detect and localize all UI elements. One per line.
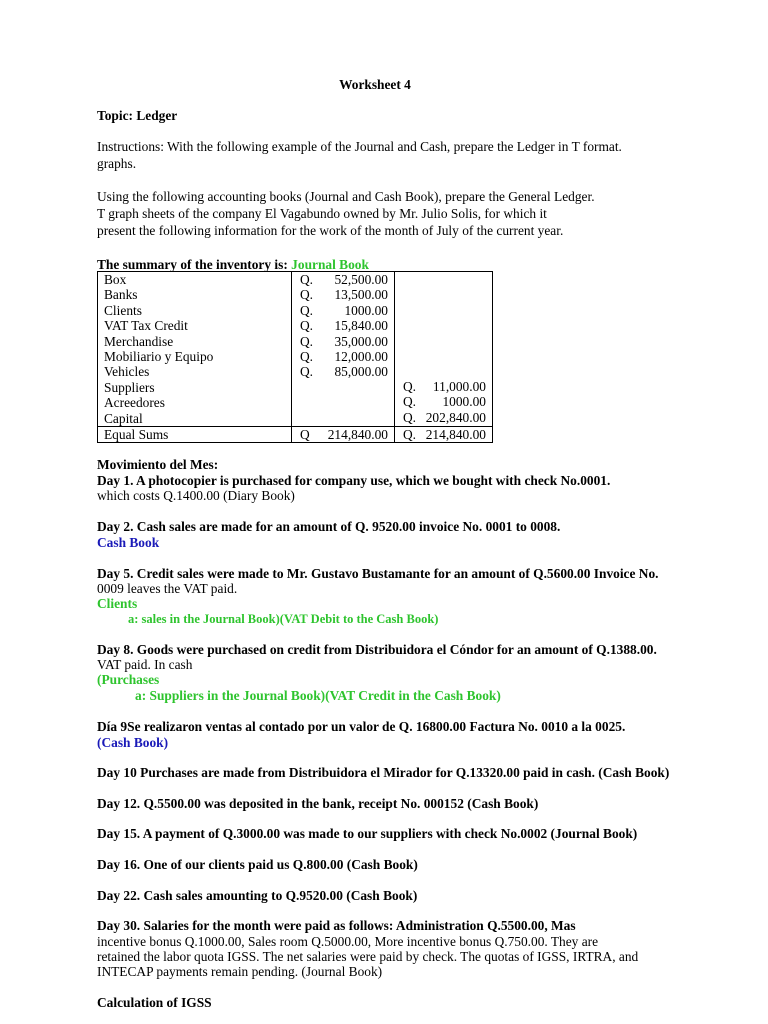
day1-line-1: Day 1. A photocopier is purchased for company use, which we bought with check No.0001.	[97, 473, 611, 488]
day8-account-label: (Purchases	[97, 672, 160, 687]
intro-line-2: T graph sheets of the company El Vagabundo owned by Mr. Julio Solis, for which it	[97, 206, 547, 221]
currency-symbol: Q.	[300, 272, 314, 287]
account-label: Vehicles	[104, 364, 150, 380]
currency-symbol: Q.	[300, 287, 314, 303]
account-label: Capital	[104, 410, 143, 426]
account-label: VAT Tax Credit	[104, 318, 188, 334]
day10-line: Day 10 Purchases are made from Distribuidora el Mirador for Q.13320.00 paid in cash. (Cash Book)	[97, 765, 670, 780]
debit-amount: 15,840.00	[334, 318, 388, 334]
day30-line-2: incentive bonus Q.1000.00, Sales room Q.5000.00, More incentive bonus Q.750.00. They are	[97, 934, 599, 949]
debit-amount: 12,000.00	[334, 349, 388, 365]
debit-amount: 13,500.00	[334, 287, 388, 303]
debit-spacer	[298, 380, 388, 426]
currency-symbol: Q.	[300, 349, 314, 365]
day30-line-4: INTECAP payments remain pending. (Journal Book)	[97, 964, 383, 979]
inventory-credit-cell	[395, 272, 493, 427]
credit-amount: 202,840.00	[425, 409, 486, 425]
debit-line	[298, 349, 388, 364]
credit-line	[401, 379, 486, 394]
day12-line: Day 12. Q.5500.00 was deposited in the bank, receipt No. 000152 (Cash Book)	[97, 796, 539, 811]
movements-heading: Movimiento del Mes:	[97, 457, 219, 472]
total-debit-cell	[292, 427, 395, 443]
account-label: Mobiliario y Equipo	[104, 349, 214, 365]
currency-symbol: Q.	[403, 379, 417, 394]
debit-line	[298, 272, 388, 287]
credit-line	[401, 394, 486, 409]
instructions-line-2: graphs.	[97, 156, 137, 171]
debit-line	[298, 318, 388, 333]
inventory-table	[97, 271, 493, 443]
total-label: Equal Sums	[98, 427, 292, 443]
day1-line-2: which costs Q.1400.00 (Diary Book)	[97, 488, 295, 503]
credit-amount: 1000.00	[442, 394, 486, 410]
day2-book-label: Cash Book	[97, 535, 160, 550]
debit-line	[298, 334, 388, 349]
inventory-heading-text: The summary of the inventory is:	[97, 257, 288, 272]
account-label: Acreedores	[104, 395, 165, 411]
day8-line-1: Day 8. Goods were purchased on credit from Distribuidora el Cóndor for an amount of Q.1388.00.	[97, 642, 657, 657]
currency-symbol: Q.	[403, 427, 417, 443]
page-title: Worksheet 4	[339, 77, 411, 92]
inventory-debit-cell	[292, 272, 395, 427]
day9-line-1: Día 9Se realizaron ventas al contado por un valor de Q. 16800.00 Factura No. 0010 a la 0025.	[97, 719, 626, 734]
credit-line	[401, 410, 486, 425]
currency-symbol: Q.	[300, 302, 314, 318]
instructions-line-1: Instructions: With the following example of the Journal and Cash, prepare the Ledger in T format.	[97, 139, 622, 154]
account-label: Suppliers	[104, 379, 155, 395]
currency-symbol: Q.	[403, 394, 417, 410]
day9-book-label: (Cash Book)	[97, 735, 169, 750]
total-debit-amount: 214,840.00	[327, 427, 388, 443]
inventory-book-label: Journal Book	[291, 257, 369, 272]
total-debit-line	[298, 427, 388, 442]
inventory-accounts-cell	[98, 272, 292, 427]
day15-line: Day 15. A payment of Q.3000.00 was made to our suppliers with check No.0002 (Journal Book)	[97, 826, 638, 841]
day30-line-1: Day 30. Salaries for the month were paid as follows: Administration Q.5500.00, Mas	[97, 918, 576, 933]
day5-account-label: Clients	[97, 596, 138, 611]
debit-amount: 52,500.00	[334, 272, 388, 287]
day5-line-2: 0009 leaves the VAT paid.	[97, 581, 238, 596]
calc-heading: Calculation of IGSS	[97, 995, 212, 1010]
account-label: Clients	[104, 302, 142, 318]
day5-note: a: sales in the Journal Book)(VAT Debit to the Cash Book)	[128, 612, 439, 626]
day30-line-3: retained the labor quota IGSS. The net salaries were paid by check. The quotas of IGSS, IRTRA, and	[97, 949, 639, 964]
currency-symbol: Q	[300, 427, 310, 443]
account-label: Box	[104, 272, 127, 287]
credit-amount: 11,000.00	[432, 379, 486, 394]
debit-line	[298, 287, 388, 302]
day2-line-1: Day 2. Cash sales are made for an amount of Q. 9520.00 invoice No. 0001 to 0008.	[97, 519, 561, 534]
inventory-body-row	[98, 272, 493, 427]
currency-symbol: Q.	[300, 364, 314, 380]
debit-amount: 35,000.00	[334, 333, 388, 349]
total-credit-cell	[395, 427, 493, 443]
total-credit-amount: 214,840.00	[425, 427, 486, 443]
inventory-total-row	[98, 427, 493, 443]
day16-line: Day 16. One of our clients paid us Q.800.00 (Cash Book)	[97, 857, 418, 872]
account-label: Banks	[104, 287, 138, 303]
intro-line-1: Using the following accounting books (Journal and Cash Book), prepare the General Ledger.	[97, 189, 595, 204]
currency-symbol: Q.	[300, 318, 314, 334]
total-credit-line	[401, 427, 486, 442]
credit-spacer	[401, 272, 486, 379]
debit-amount: 1000.00	[344, 302, 388, 318]
account-label: Merchandise	[104, 333, 174, 349]
debit-line	[298, 364, 388, 379]
intro-line-3: present the following information for the work of the month of July of the current year.	[97, 223, 564, 238]
day22-line: Day 22. Cash sales amounting to Q.9520.00 (Cash Book)	[97, 888, 418, 903]
day5-line-1: Day 5. Credit sales were made to Mr. Gustavo Bustamante for an amount of Q.5600.00 Invoice No.	[97, 566, 659, 581]
day8-line-2: VAT paid. In cash	[97, 657, 193, 672]
debit-amount: 85,000.00	[334, 364, 388, 380]
currency-symbol: Q.	[300, 333, 314, 349]
topic-heading: Topic: Ledger	[97, 108, 178, 123]
debit-line	[298, 303, 388, 318]
currency-symbol: Q.	[403, 409, 417, 425]
day8-note: a: Suppliers in the Journal Book)(VAT Credit in the Cash Book)	[135, 688, 501, 703]
